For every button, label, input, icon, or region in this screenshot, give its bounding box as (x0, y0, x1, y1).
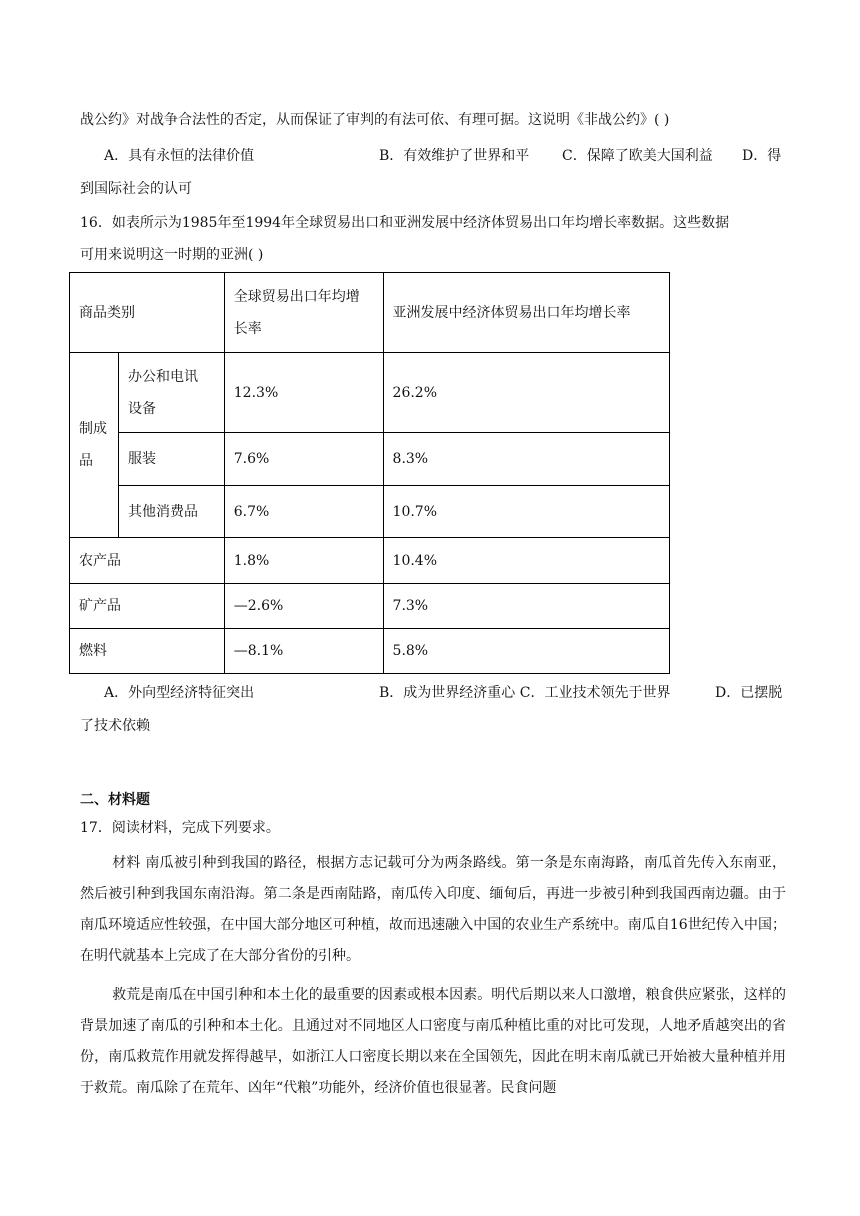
row-name-line1: 办公和电讯 (127, 368, 198, 385)
q15-option-c: C．保障了欧美大国利益 (562, 148, 713, 164)
q17-stem: 17．阅读材料，完成下列要求。 (80, 820, 280, 836)
section-title-materials: 二、材料题 (80, 792, 150, 808)
row-name-line2: 设备 (127, 400, 156, 417)
q16-stem-line2: 可用来说明这一时期的亚洲( ) (80, 247, 264, 263)
group-label-line1: 制成 (79, 421, 107, 437)
q17-material-paragraph-1: 材料 南瓜被引种到我国的路径，根据方志记载可分为两条路线。第一条是东南海路，南瓜首先传入东南亚，然后被引种到我国东南沿海。第二条是西南陆路，南瓜传入印度、缅甸后，再进一步被引种到我国西南边疆。由于南瓜环境适应性较强，在中国大部分地区可种植，故而迅速融入中国的农业生产系统中。南瓜自16世纪传入中国；在明代就基本上完成了在大部分省份的引种。 (80, 855, 786, 964)
q16-data-table (69, 272, 670, 674)
row-asia: 7.3% (383, 584, 669, 629)
row-asia: 10.7% (383, 486, 669, 538)
group-label-line2: 品 (79, 453, 93, 469)
header-global (224, 273, 383, 353)
q15-option-b: B．有效维护了世界和平 (379, 148, 530, 164)
row-global: 1.8% (224, 538, 383, 584)
table-header-row (70, 273, 670, 353)
table-row (70, 629, 670, 674)
q15-option-d-head: D．得 (742, 148, 782, 164)
header-global-line1: 全球贸易出口年均增 (233, 288, 360, 305)
q17-material-paragraph-2: 救荒是南瓜在中国引种和本土化的最重要的因素或根本因素。明代后期以来人口激增，粮食供应紧张，这样的背景加速了南瓜的引种和本土化。且通过对不同地区人口密度与南瓜种植比重的对比可发现，人地矛盾越突出的省份，南瓜救荒作用就发挥得越早，如浙江人口密度长期以来在全国领先，因此在明末南瓜就已开始被大量种植并用于救荒。南瓜除了在荒年、凶年“代粮”功能外，经济价值也很显著。民食问题 (80, 987, 786, 1096)
q15-option-a: A．具有永恒的法律价值 (104, 148, 255, 164)
row-asia: 5.8% (383, 629, 669, 674)
row-name: 燃料 (70, 629, 225, 674)
row-name (118, 353, 224, 433)
q15-stem-tail: 战公约》对战争合法性的否定，从而保证了审判的有法可依、有理可据。这说明《非战公约》( ) (80, 112, 670, 128)
row-global: 6.7% (224, 486, 383, 538)
q16-stem-line1: 16．如表所示为1985年至1994年全球贸易出口和亚洲发展中经济体贸易出口年均增长率数据。这些数据 (80, 215, 730, 231)
row-asia: 10.4% (383, 538, 669, 584)
q15-option-d-tail: 到国际社会的认可 (80, 181, 192, 197)
row-asia: 26.2% (383, 353, 669, 433)
table-row (70, 486, 670, 538)
row-name: 其他消费品 (118, 486, 224, 538)
row-global: —2.6% (224, 584, 383, 629)
header-global-line2: 长率 (233, 320, 262, 337)
table-row (70, 353, 670, 433)
header-asia: 亚洲发展中经济体贸易出口年均增长率 (383, 273, 669, 353)
row-name: 服装 (118, 433, 224, 486)
row-global: 12.3% (224, 353, 383, 433)
group-label-manufactured (70, 353, 119, 538)
row-global: 7.6% (224, 433, 383, 486)
q17-material-block (80, 848, 786, 1104)
table-row (70, 433, 670, 486)
row-global: —8.1% (224, 629, 383, 674)
row-asia: 8.3% (383, 433, 669, 486)
q16-option-bc: B．成为世界经济重心 C．工业技术领先于世界 (379, 685, 671, 701)
table-row (70, 538, 670, 584)
header-category: 商品类别 (70, 273, 225, 353)
table-row (70, 584, 670, 629)
q16-option-d-tail: 了技术依赖 (80, 718, 150, 734)
q16-option-a: A．外向型经济特征突出 (104, 685, 255, 701)
q16-option-d-head: D．已摆脱 (715, 685, 783, 701)
row-name: 农产品 (70, 538, 225, 584)
row-name: 矿产品 (70, 584, 225, 629)
